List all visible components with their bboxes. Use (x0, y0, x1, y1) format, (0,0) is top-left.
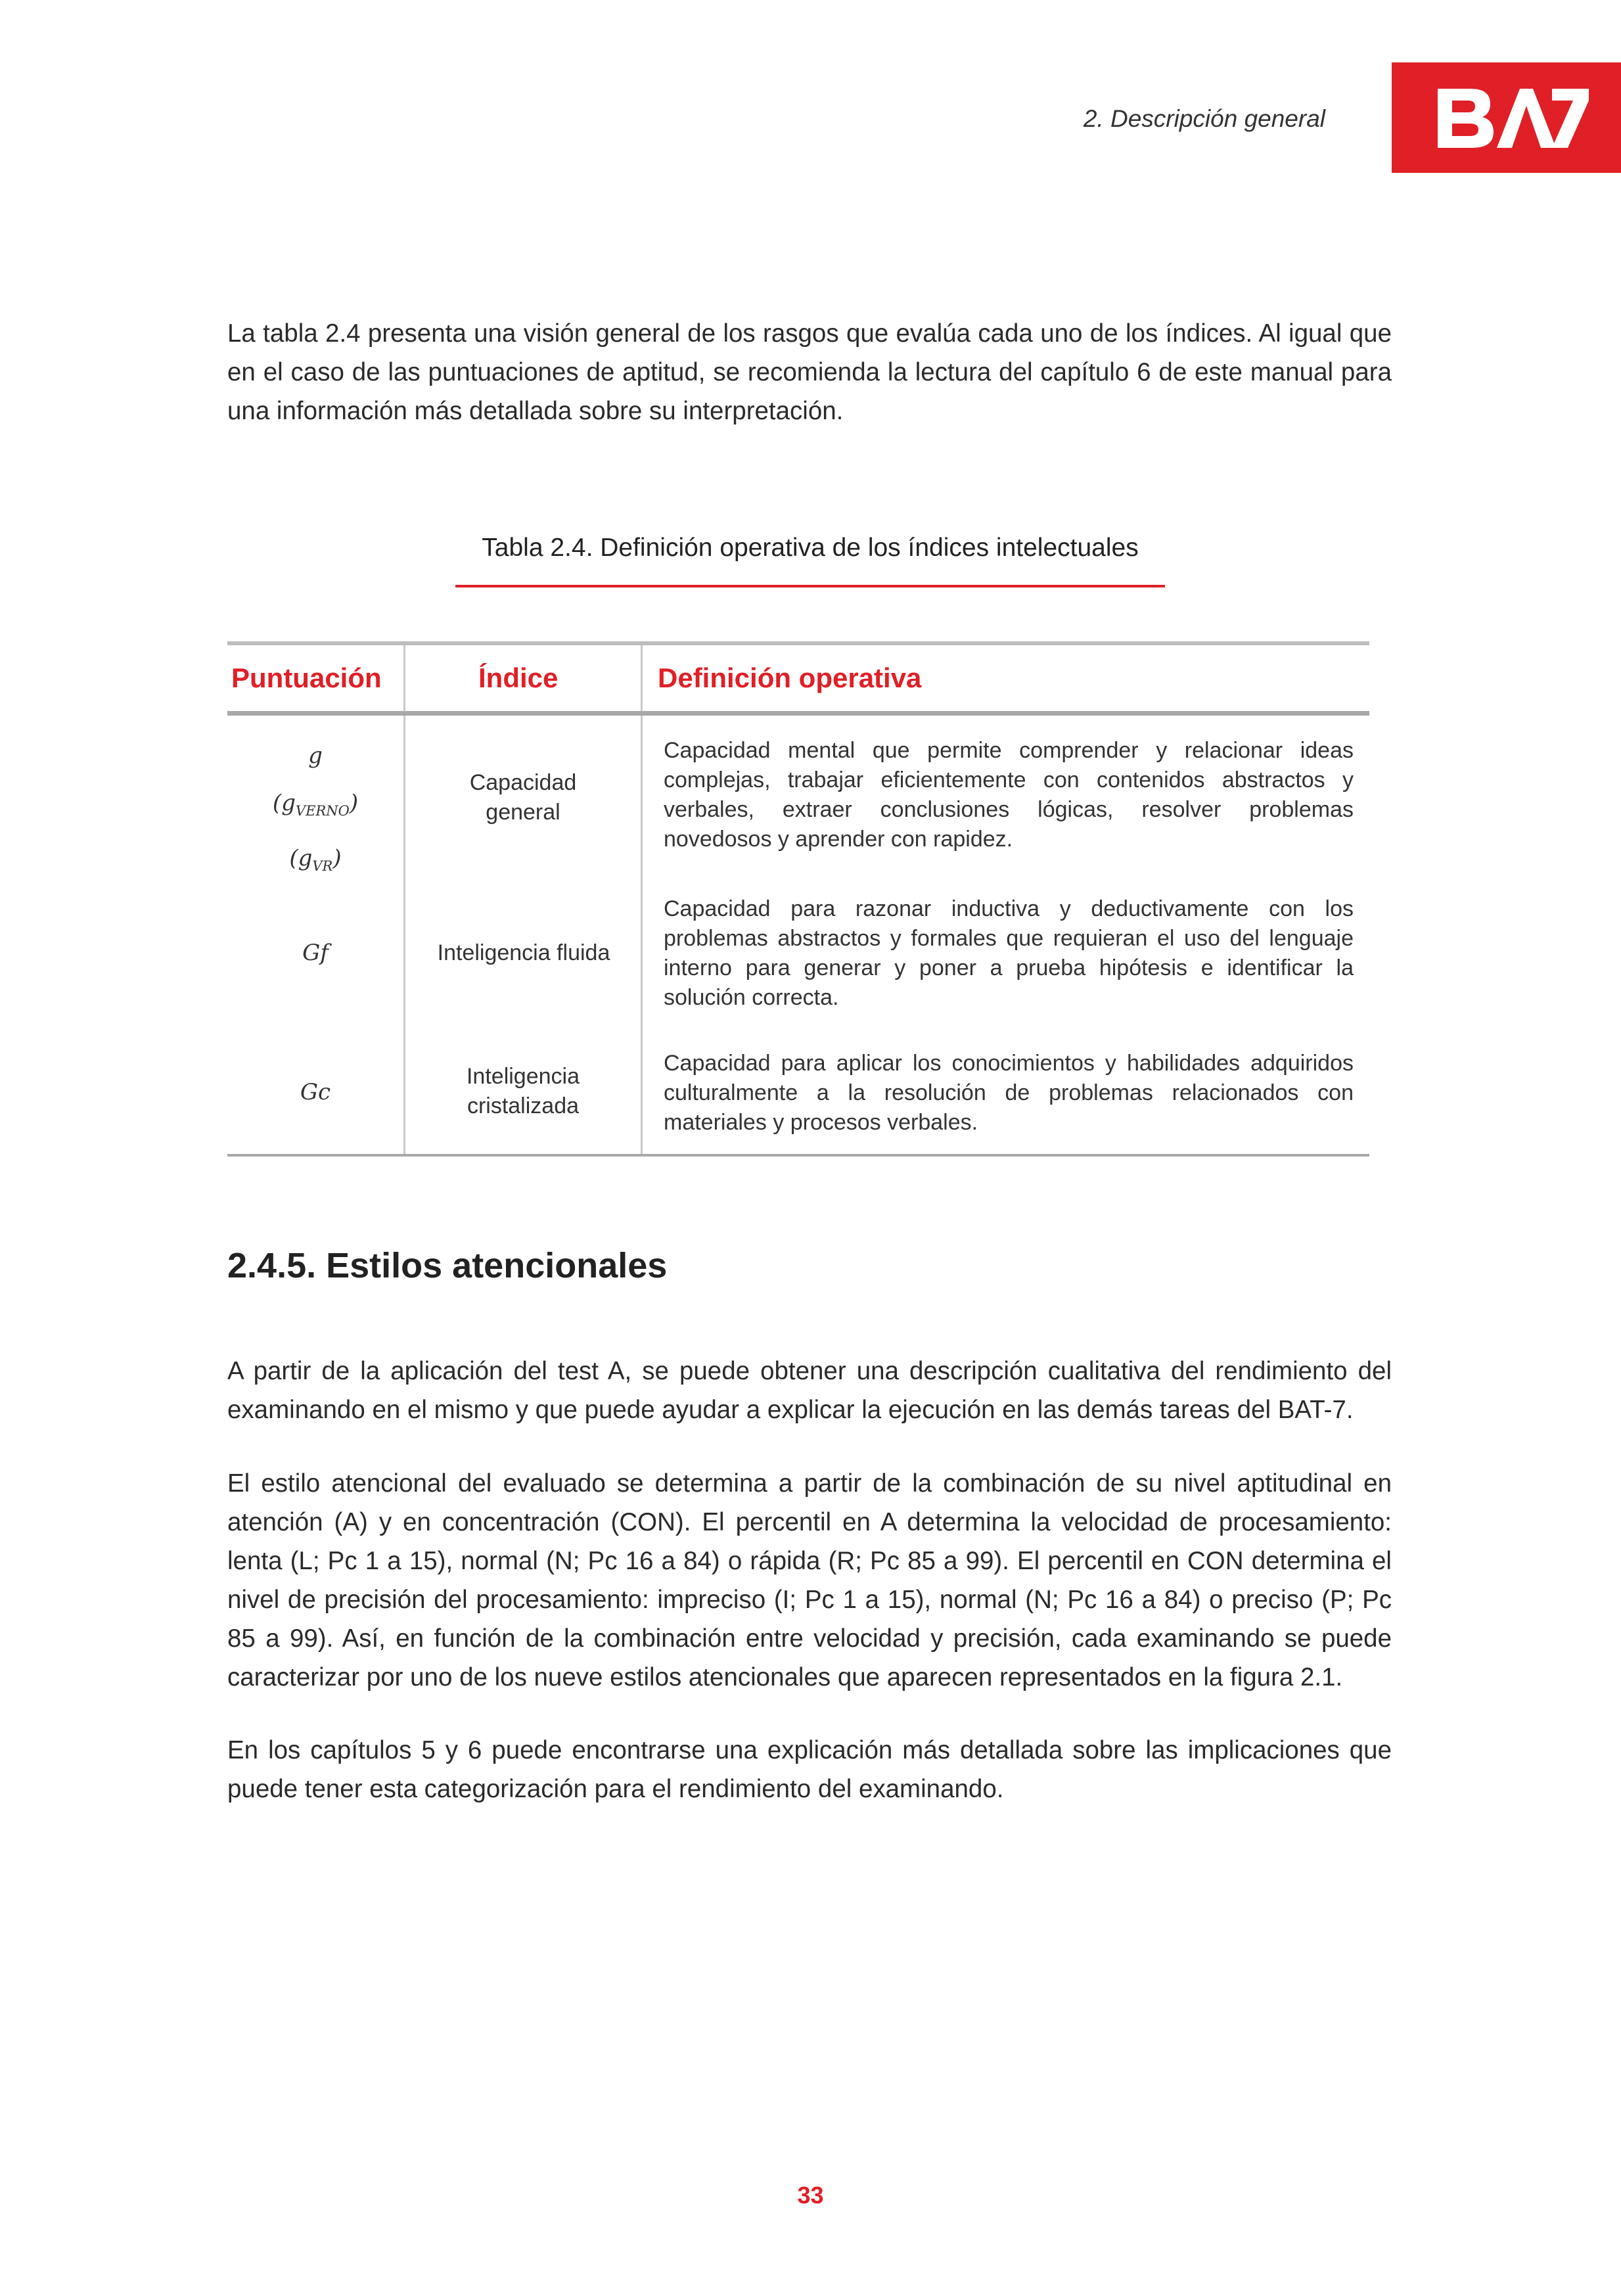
table-header-rule (227, 711, 1369, 716)
table-bottom-rule (227, 1154, 1369, 1157)
bat7-logo (1392, 62, 1621, 173)
section-title: 2.4.5. Estilos atencionales (227, 1246, 668, 1285)
caption-underline (455, 585, 1165, 587)
section-paragraph: En los capítulos 5 y 6 puede encontrarse una explicación más detallada sobre las implicaciones que puede tener esta categorización para el rendimiento del examinando. (227, 1736, 1392, 1803)
table-top-rule (227, 641, 1369, 645)
column-divider (641, 645, 643, 1154)
header-indice: Índice (478, 662, 559, 693)
definition-cell: Capacidad mental que permite comprender y relacionar ideas complejas, trabajar eficientemente con contenidos abstractos y verbales, extraer conclusiones lógicas, resolver problemas novedosos y aprender con rapidez. (664, 738, 1354, 852)
page-number: 33 (797, 2182, 824, 2209)
table-caption: Tabla 2.4. Definición operativa de los índices intelectuales (482, 534, 1139, 562)
header-puntuacion: Puntuación (231, 662, 382, 693)
section-paragraph: A partir de la aplicación del test A, se puede obtener una descripción cualitativa del rendimiento del examinando en el mismo y que puede ayudar a explicar la ejecución en las demás tareas del BAT-7. (227, 1357, 1392, 1424)
score-cell-gf: Gf (302, 940, 329, 966)
score-line: $(g_{VR})$ (289, 845, 342, 874)
index-cell: Capacidad general (469, 770, 577, 825)
score-line: g (308, 743, 323, 769)
score-cell-g (227, 732, 403, 890)
bat7-logo-mark (1392, 62, 1621, 173)
definition-cell: Capacidad para aplicar los conocimientos y habilidades adquiridos culturalmente a la resolución de problemas relacionados con materiales y procesos verbales. (664, 1051, 1354, 1135)
score-line: $(g_{VERNO})$ (272, 790, 359, 819)
header-definicion: Definición operativa (658, 662, 922, 693)
section-paragraph: El estilo atencional del evaluado se determina a partir de la combinación de su nivel aptitudinal en atención (A) y en concentración (CON). El percentil en A determina la velocidad de procesamiento: lenta (L; Pc 1 a 15), normal (N; Pc 16 a 84) o rápida (R; Pc 85 a 99). El percentil en CON determina el nivel de precisión del procesamiento: impreciso (I; Pc 1 a 15), normal (N; Pc 16 a 84) o preciso (P; Pc 85 a 99). Así, en función de la combinación entre velocidad y precisión, cada examinando se puede caracterizar por uno de los nueve estilos atencionales que aparecen representados en la figura 2.1. (227, 1469, 1392, 1691)
index-cell: Inteligencia fluida (437, 940, 610, 965)
running-header: 2. Descripción general (1083, 105, 1325, 132)
definition-cell: Capacidad para razonar inductiva y deductivamente con los problemas abstractos y formales que requieran el uso del lenguaje interno para generar y poner a prueba hipótesis e identificar la solución correcta. (664, 896, 1354, 1010)
index-cell: Inteligencia cristalizada (466, 1064, 580, 1118)
intro-paragraph: La tabla 2.4 presenta una visión general de los rasgos que evalúa cada uno de los índices. Al igual que en el caso de las puntuaciones de aptitud, se recomienda la lectura del capítulo 6 de este manual para una información más detallada sobre su interpretación. (227, 319, 1392, 425)
score-cell-gc: Gc (300, 1079, 331, 1105)
column-divider (403, 645, 405, 1154)
